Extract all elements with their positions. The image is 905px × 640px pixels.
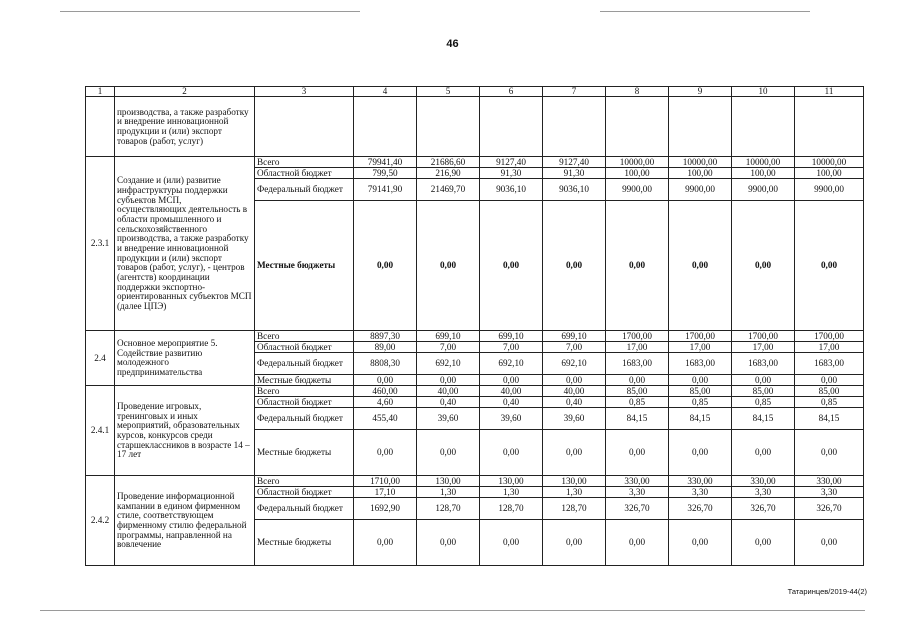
amount-cell: 130,00 — [543, 476, 606, 487]
amount-cell: 3,30 — [732, 487, 795, 498]
amount-cell: 460,00 — [354, 386, 417, 397]
amount-cell: 84,15 — [732, 408, 795, 430]
amount-cell: 0,00 — [417, 201, 480, 331]
amount-cell: 91,30 — [480, 168, 543, 179]
column-header: 6 — [480, 87, 543, 97]
amount-cell: 100,00 — [669, 168, 732, 179]
funding-source: Местные бюджеты — [255, 375, 354, 386]
amount-cell: 1683,00 — [732, 353, 795, 375]
amount-cell: 10000,00 — [732, 157, 795, 168]
amount-cell: 0,00 — [480, 520, 543, 566]
amount-cell: 1700,00 — [669, 331, 732, 342]
amount-cell: 1,30 — [543, 487, 606, 498]
amount-cell: 130,00 — [417, 476, 480, 487]
top-scan-line-right — [600, 11, 810, 12]
amount-cell: 330,00 — [795, 476, 864, 487]
amount-cell: 7,00 — [417, 342, 480, 353]
carryover-description: производства, а также разработку и внедрение инновационной продукции и (или) экспорт товаров (работ, услуг) — [115, 97, 255, 157]
empty-cell — [606, 97, 669, 157]
amount-cell: 0,00 — [606, 201, 669, 331]
row-index: 2.4.1 — [86, 386, 115, 476]
amount-cell: 8897,30 — [354, 331, 417, 342]
column-header: 9 — [669, 87, 732, 97]
amount-cell: 9127,40 — [480, 157, 543, 168]
amount-cell: 692,10 — [480, 353, 543, 375]
amount-cell: 10000,00 — [669, 157, 732, 168]
empty-cell — [480, 97, 543, 157]
funding-source: Федеральный бюджет — [255, 353, 354, 375]
empty-cell — [354, 97, 417, 157]
column-header: 2 — [115, 87, 255, 97]
funding-source: Областной бюджет — [255, 342, 354, 353]
amount-cell: 85,00 — [606, 386, 669, 397]
amount-cell: 1683,00 — [669, 353, 732, 375]
amount-cell: 0,00 — [480, 430, 543, 476]
amount-cell: 39,60 — [480, 408, 543, 430]
amount-cell: 0,85 — [732, 397, 795, 408]
amount-cell: 1,30 — [417, 487, 480, 498]
funding-source: Местные бюджеты — [255, 201, 354, 331]
amount-cell: 330,00 — [669, 476, 732, 487]
amount-cell: 79941,40 — [354, 157, 417, 168]
amount-cell: 0,00 — [732, 375, 795, 386]
amount-cell: 10000,00 — [795, 157, 864, 168]
funding-source: Областной бюджет — [255, 168, 354, 179]
activity-description: Создание и (или) развитие инфраструктуры поддержки субъектов МСП, осуществляющих деятельность в области промышленного и сельскохозяйственного производства, а также разработку и внедрение инновационной продукции и (или) экспорт товаров (работ, услуг), - центров (агентств) координации поддержки экспортно-ориентированных субъектов МСП (далее ЦПЭ) — [115, 157, 255, 331]
funding-source: Всего — [255, 331, 354, 342]
amount-cell: 0,00 — [543, 520, 606, 566]
amount-cell: 17,10 — [354, 487, 417, 498]
amount-cell: 1710,00 — [354, 476, 417, 487]
amount-cell: 8808,30 — [354, 353, 417, 375]
amount-cell: 0,85 — [606, 397, 669, 408]
amount-cell: 326,70 — [795, 498, 864, 520]
table-row — [86, 157, 864, 168]
amount-cell: 85,00 — [795, 386, 864, 397]
amount-cell: 0,00 — [543, 375, 606, 386]
amount-cell: 326,70 — [606, 498, 669, 520]
funding-source: Федеральный бюджет — [255, 498, 354, 520]
amount-cell: 216,90 — [417, 168, 480, 179]
amount-cell: 17,00 — [732, 342, 795, 353]
amount-cell: 21469,70 — [417, 179, 480, 201]
amount-cell: 699,10 — [417, 331, 480, 342]
amount-cell: 0,85 — [795, 397, 864, 408]
funding-source: Всего — [255, 386, 354, 397]
amount-cell: 17,00 — [606, 342, 669, 353]
amount-cell: 1700,00 — [732, 331, 795, 342]
activity-description: Проведение информационной кампании в едином фирменном стиле, соответствующем фирменному стилю федеральной программы, направленной на вовлечение — [115, 476, 255, 566]
amount-cell: 128,70 — [417, 498, 480, 520]
row-index: 2.3.1 — [86, 157, 115, 331]
amount-cell: 455,40 — [354, 408, 417, 430]
amount-cell: 330,00 — [606, 476, 669, 487]
amount-cell: 4,60 — [354, 397, 417, 408]
amount-cell: 699,10 — [543, 331, 606, 342]
carryover-row — [86, 97, 864, 157]
funding-source: Федеральный бюджет — [255, 179, 354, 201]
amount-cell: 91,30 — [543, 168, 606, 179]
table-row — [86, 331, 864, 342]
amount-cell: 0,85 — [669, 397, 732, 408]
amount-cell: 0,00 — [354, 520, 417, 566]
empty-cell — [795, 97, 864, 157]
funding-source: Областной бюджет — [255, 397, 354, 408]
amount-cell: 9036,10 — [543, 179, 606, 201]
amount-cell: 89,00 — [354, 342, 417, 353]
amount-cell: 692,10 — [417, 353, 480, 375]
activity-description: Проведение игровых, тренинговых и иных мероприятий, образовательных курсов, конкурсов среди старшеклассников в возрасте 14 – 17 лет — [115, 386, 255, 476]
amount-cell: 0,40 — [543, 397, 606, 408]
table-row — [86, 476, 864, 487]
amount-cell: 326,70 — [669, 498, 732, 520]
amount-cell: 100,00 — [606, 168, 669, 179]
amount-cell: 100,00 — [732, 168, 795, 179]
amount-cell: 85,00 — [669, 386, 732, 397]
activity-description: Основное мероприятие 5. Содействие развитию молодежного предпринимательства — [115, 331, 255, 386]
amount-cell: 0,00 — [669, 201, 732, 331]
sections-body — [86, 157, 864, 566]
funding-source: Областной бюджет — [255, 487, 354, 498]
amount-cell: 100,00 — [795, 168, 864, 179]
amount-cell: 0,00 — [606, 520, 669, 566]
amount-cell: 9127,40 — [543, 157, 606, 168]
funding-source: Местные бюджеты — [255, 520, 354, 566]
amount-cell: 0,00 — [795, 430, 864, 476]
amount-cell: 0,40 — [417, 397, 480, 408]
amount-cell: 85,00 — [732, 386, 795, 397]
amount-cell: 692,10 — [543, 353, 606, 375]
amount-cell: 10000,00 — [606, 157, 669, 168]
amount-cell: 1683,00 — [795, 353, 864, 375]
funding-source: Всего — [255, 157, 354, 168]
amount-cell: 84,15 — [606, 408, 669, 430]
amount-cell: 0,00 — [732, 201, 795, 331]
amount-cell: 40,00 — [543, 386, 606, 397]
column-header: 7 — [543, 87, 606, 97]
amount-cell: 0,00 — [795, 520, 864, 566]
amount-cell: 3,30 — [669, 487, 732, 498]
amount-cell: 130,00 — [480, 476, 543, 487]
funding-source: Всего — [255, 476, 354, 487]
amount-cell: 799,50 — [354, 168, 417, 179]
amount-cell: 0,00 — [543, 201, 606, 331]
column-header: 4 — [354, 87, 417, 97]
amount-cell: 0,00 — [417, 430, 480, 476]
table-row — [86, 386, 864, 397]
column-header: 10 — [732, 87, 795, 97]
amount-cell: 3,30 — [795, 487, 864, 498]
amount-cell: 1700,00 — [606, 331, 669, 342]
amount-cell: 0,00 — [669, 520, 732, 566]
empty-cell — [669, 97, 732, 157]
amount-cell: 326,70 — [732, 498, 795, 520]
empty-cell — [543, 97, 606, 157]
amount-cell: 1683,00 — [606, 353, 669, 375]
column-header: 8 — [606, 87, 669, 97]
amount-cell: 21686,60 — [417, 157, 480, 168]
amount-cell: 0,00 — [795, 201, 864, 331]
amount-cell: 0,00 — [606, 375, 669, 386]
amount-cell: 9036,10 — [480, 179, 543, 201]
row-index: 2.4.2 — [86, 476, 115, 566]
amount-cell: 3,30 — [606, 487, 669, 498]
amount-cell: 0,00 — [543, 430, 606, 476]
amount-cell: 39,60 — [417, 408, 480, 430]
amount-cell: 1700,00 — [795, 331, 864, 342]
footer-code: Татаринцев/2019-44(2) — [787, 587, 867, 596]
amount-cell: 128,70 — [543, 498, 606, 520]
amount-cell: 128,70 — [480, 498, 543, 520]
row-index — [86, 97, 115, 157]
amount-cell: 17,00 — [795, 342, 864, 353]
empty-cell — [417, 97, 480, 157]
top-scan-line — [60, 11, 360, 12]
amount-cell: 699,10 — [480, 331, 543, 342]
amount-cell: 40,00 — [417, 386, 480, 397]
funding-source: Местные бюджеты — [255, 430, 354, 476]
empty-cell — [255, 97, 354, 157]
amount-cell: 0,00 — [480, 375, 543, 386]
amount-cell: 1,30 — [480, 487, 543, 498]
amount-cell: 0,00 — [354, 375, 417, 386]
amount-cell: 0,00 — [606, 430, 669, 476]
amount-cell: 1692,90 — [354, 498, 417, 520]
amount-cell: 0,00 — [732, 430, 795, 476]
amount-cell: 0,00 — [669, 375, 732, 386]
page-number: 46 — [446, 38, 459, 50]
column-header: 1 — [86, 87, 115, 97]
amount-cell: 330,00 — [732, 476, 795, 487]
amount-cell: 0,00 — [795, 375, 864, 386]
budget-table — [85, 86, 864, 566]
amount-cell: 0,40 — [480, 397, 543, 408]
amount-cell: 40,00 — [480, 386, 543, 397]
amount-cell: 7,00 — [543, 342, 606, 353]
amount-cell: 84,15 — [669, 408, 732, 430]
amount-cell: 7,00 — [480, 342, 543, 353]
amount-cell: 0,00 — [417, 375, 480, 386]
amount-cell: 84,15 — [795, 408, 864, 430]
amount-cell: 0,00 — [354, 201, 417, 331]
bottom-scan-line — [40, 610, 865, 611]
column-header: 11 — [795, 87, 864, 97]
amount-cell: 9900,00 — [669, 179, 732, 201]
amount-cell: 9900,00 — [606, 179, 669, 201]
row-index: 2.4 — [86, 331, 115, 386]
amount-cell: 9900,00 — [732, 179, 795, 201]
amount-cell: 17,00 — [669, 342, 732, 353]
amount-cell: 9900,00 — [795, 179, 864, 201]
amount-cell: 0,00 — [480, 201, 543, 331]
funding-source: Федеральный бюджет — [255, 408, 354, 430]
header-row — [86, 87, 864, 97]
amount-cell: 79141,90 — [354, 179, 417, 201]
amount-cell: 0,00 — [417, 520, 480, 566]
amount-cell: 39,60 — [543, 408, 606, 430]
amount-cell: 0,00 — [669, 430, 732, 476]
amount-cell: 0,00 — [354, 430, 417, 476]
empty-cell — [732, 97, 795, 157]
column-header: 3 — [255, 87, 354, 97]
amount-cell: 0,00 — [732, 520, 795, 566]
column-header: 5 — [417, 87, 480, 97]
